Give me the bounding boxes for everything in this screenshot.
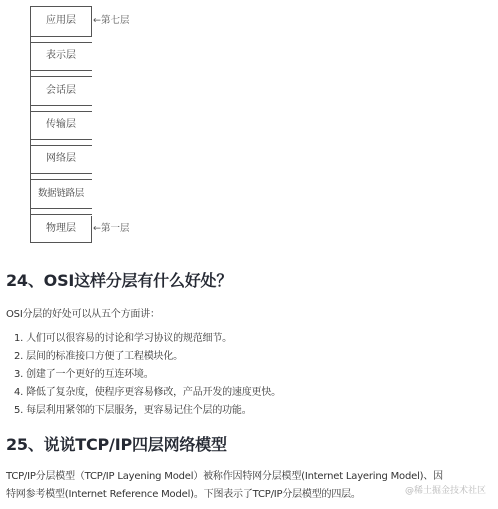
list-item: 2. 层间的标准接口方便了工程模块化。 bbox=[14, 351, 183, 362]
section-25-paragraph-line-2: 特网参考模型(Internet Reference Model)。下图表示了TCP/IP分层模型的四层。 bbox=[6, 489, 361, 500]
layer-label-data-link: 数据链路层 bbox=[37, 188, 84, 199]
benefits-list bbox=[14, 330, 281, 420]
top-layer-marker: ←第七层 bbox=[93, 15, 130, 26]
list-item: 3. 创建了一个更好的互连环境。 bbox=[14, 369, 154, 380]
layer-separator bbox=[30, 139, 92, 140]
layer-label-application: 应用层 bbox=[46, 15, 76, 26]
layer-separator bbox=[30, 242, 92, 243]
section-25-heading: 25、说说TCP/IP四层网络模型 bbox=[6, 435, 227, 454]
layer-separator bbox=[30, 208, 92, 209]
layer-separator bbox=[30, 214, 92, 215]
layer-label-physical: 物理层 bbox=[46, 223, 76, 234]
bottom-layer-marker: ←第一层 bbox=[93, 223, 130, 234]
section-24-heading: 24、OSI这样分层有什么好处？ bbox=[6, 271, 233, 290]
layer-separator bbox=[30, 105, 92, 106]
layer-separator bbox=[30, 111, 92, 112]
layer-label-presentation: 表示层 bbox=[46, 50, 76, 61]
diagram-right-border bbox=[91, 216, 92, 242]
layer-label-session: 会话层 bbox=[46, 85, 76, 96]
list-item: 5. 每层利用紧邻的下层服务，更容易记住个层的功能。 bbox=[14, 405, 252, 416]
list-item: 4. 降低了复杂度，使程序更容易修改，产品开发的速度更快。 bbox=[14, 387, 281, 398]
layer-label-network: 网络层 bbox=[46, 153, 76, 164]
layer-label-transport: 传输层 bbox=[46, 119, 76, 130]
layer-separator bbox=[30, 145, 92, 146]
layer-separator bbox=[30, 173, 92, 174]
layer-separator bbox=[30, 6, 92, 7]
layer-separator bbox=[30, 76, 92, 77]
layer-separator bbox=[30, 42, 92, 43]
osi-layer-diagram bbox=[0, 0, 498, 250]
section-25-paragraph-line-1: TCP/IP分层模型（TCP/IP Layening Model）被称作因特网分层模型(Internet Layering Model)、因 bbox=[6, 471, 443, 482]
layer-separator bbox=[30, 179, 92, 180]
layer-separator bbox=[30, 36, 92, 37]
list-item: 1. 人们可以很容易的讨论和学习协议的规范细节。 bbox=[14, 333, 232, 344]
layer-separator bbox=[30, 70, 92, 71]
section-24-intro: OSI分层的好处可以从五个方面讲： bbox=[6, 309, 160, 320]
diagram-right-border bbox=[91, 6, 92, 36]
watermark: @稀土掘金技术社区 bbox=[405, 483, 486, 496]
